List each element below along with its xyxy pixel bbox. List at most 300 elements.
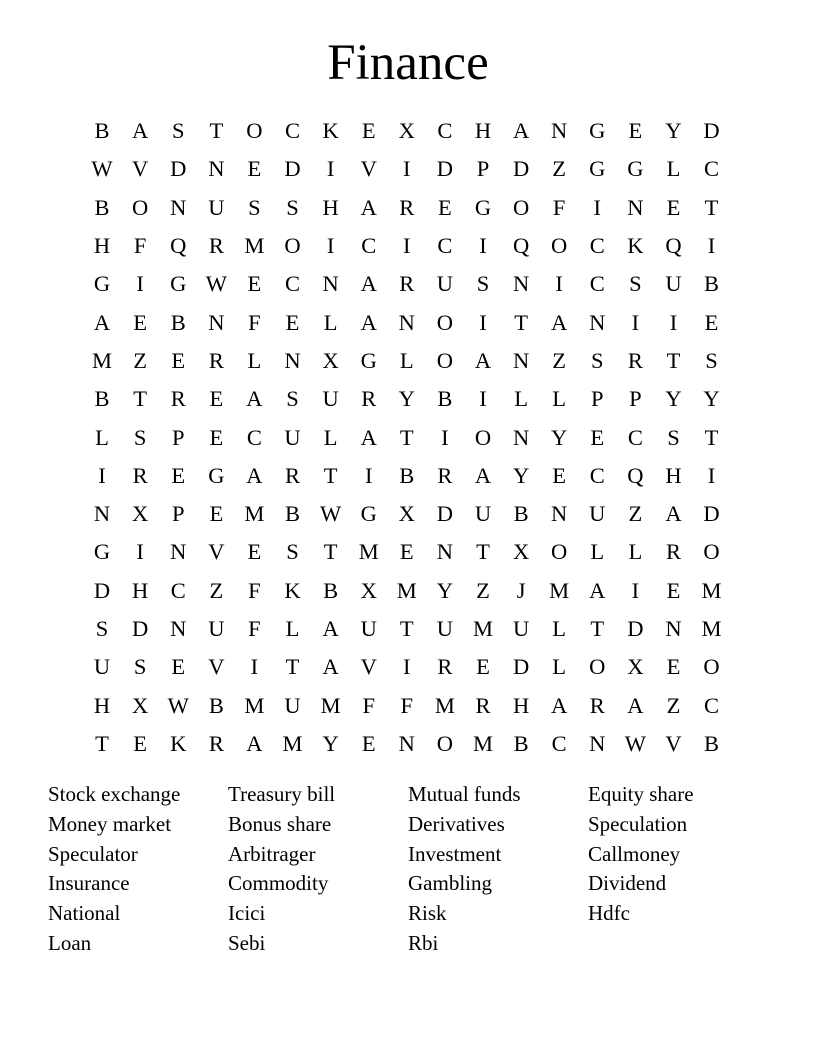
grid-letter: T	[590, 616, 605, 641]
grid-letter: W	[319, 501, 342, 527]
grid-letter: F	[552, 194, 566, 220]
grid-letter: M	[472, 616, 493, 641]
grid-letter: Q	[512, 233, 530, 259]
grid-letter: N	[589, 730, 606, 756]
grid-letter: P	[629, 386, 642, 412]
word-list-item: Derivatives	[408, 811, 505, 836]
grid-letter: R	[208, 730, 224, 756]
grid-letter: I	[136, 539, 144, 565]
grid-letter: N	[512, 271, 530, 297]
grid-letter: U	[284, 424, 301, 450]
grid-letter: M	[244, 501, 265, 527]
grid-letter: R	[627, 347, 643, 373]
grid-letter: I	[479, 386, 487, 412]
grid-letter: Y	[703, 386, 720, 412]
grid-letter: N	[208, 156, 225, 182]
grid-letter: A	[322, 654, 339, 680]
grid-letter: O	[474, 424, 492, 450]
grid-letter: S	[286, 194, 299, 220]
word-list-item: Risk	[408, 901, 447, 926]
grid-letter: R	[170, 386, 186, 412]
grid-letter: L	[323, 424, 338, 450]
grid-letter: G	[360, 347, 377, 373]
grid-letter: U	[436, 616, 454, 641]
grid-letter: B	[323, 577, 339, 603]
grid-letter: I	[631, 309, 640, 335]
word-list-item: Hdfc	[588, 901, 630, 926]
grid-letter: N	[436, 539, 454, 565]
grid-letter: D	[512, 156, 530, 182]
grid-letter: E	[133, 309, 148, 335]
grid-letter: S	[667, 424, 680, 450]
grid-letter: E	[590, 424, 605, 450]
grid-letter: E	[171, 654, 186, 680]
grid-letter: S	[591, 347, 604, 373]
word-list-item: Investment	[408, 841, 502, 866]
word-list-item: Speculator	[48, 841, 138, 866]
grid-letter: A	[360, 194, 377, 220]
grid-letter: E	[247, 539, 262, 565]
grid-letter: N	[93, 501, 111, 527]
grid-letter: I	[250, 654, 259, 680]
grid-letter: H	[474, 118, 492, 144]
grid-letter: Q	[665, 233, 682, 259]
grid-letter: M	[701, 616, 722, 641]
grid-letter: U	[589, 501, 606, 527]
grid-row	[83, 572, 731, 610]
word-list-item: Speculation	[588, 811, 688, 836]
grid-letter: U	[284, 692, 301, 718]
grid-letter: E	[247, 271, 262, 297]
grid-letter: P	[171, 501, 185, 527]
grid-letter: C	[551, 730, 567, 756]
word-list-item: Bonus share	[228, 811, 332, 836]
grid-letter: L	[552, 654, 567, 680]
grid-letter: E	[209, 424, 224, 450]
grid-letter: I	[136, 271, 144, 297]
grid-letter: N	[551, 501, 568, 527]
word-list-item: Loan	[48, 930, 92, 955]
grid-letter: E	[133, 730, 148, 756]
grid-letter: U	[474, 501, 492, 527]
grid-letter: N	[170, 539, 187, 565]
word-list-item: Mutual funds	[408, 782, 521, 806]
word-list-item: Stock exchange	[48, 782, 181, 806]
grid-letter: B	[399, 462, 415, 488]
grid-letter: X	[512, 539, 530, 565]
grid-letter: U	[360, 616, 377, 641]
grid-letter: Y	[398, 386, 415, 412]
grid-row	[83, 303, 731, 341]
grid-letter: I	[593, 194, 602, 220]
grid-letter: D	[436, 156, 454, 182]
grid-letter: H	[665, 462, 682, 488]
grid-letter: T	[323, 539, 338, 565]
grid-letter: X	[627, 654, 644, 680]
grid-letter: H	[512, 692, 530, 718]
grid-row	[83, 380, 731, 418]
grid-letter: A	[93, 309, 111, 335]
grid-letter: I	[326, 156, 335, 182]
grid-letter: S	[171, 118, 185, 144]
grid-letter: C	[246, 424, 262, 450]
grid-letter: U	[665, 271, 682, 297]
grid-row	[83, 686, 731, 724]
grid-letter: F	[133, 233, 147, 259]
grid-letter: M	[701, 577, 722, 603]
grid-letter: E	[666, 654, 681, 680]
grid-letter: G	[170, 271, 187, 297]
grid-letter: V	[360, 654, 377, 680]
grid-letter: A	[512, 118, 530, 144]
grid-letter: Z	[628, 501, 643, 527]
grid-letter: R	[475, 692, 491, 718]
grid-letter: E	[476, 654, 490, 680]
grid-letter: D	[284, 156, 301, 182]
grid-letter: H	[93, 692, 111, 718]
grid-letter: T	[704, 194, 719, 220]
word-search-grid	[83, 112, 731, 763]
grid-letter: I	[479, 309, 487, 335]
grid-letter: B	[513, 501, 529, 527]
grid-letter: X	[132, 501, 149, 527]
grid-letter: I	[479, 233, 487, 259]
grid-letter: L	[285, 616, 300, 641]
grid-letter: N	[551, 118, 568, 144]
word-list-item: Callmoney	[588, 841, 681, 866]
grid-letter: N	[665, 616, 682, 641]
word-list-item: Insurance	[48, 871, 130, 896]
grid-letter: R	[665, 539, 681, 565]
grid-letter: M	[549, 577, 570, 603]
grid-letter: R	[589, 692, 605, 718]
grid-row	[83, 342, 731, 380]
grid-letter: B	[208, 692, 224, 718]
grid-letter: N	[512, 347, 530, 373]
grid-letter: E	[209, 501, 224, 527]
grid-letter: O	[284, 233, 301, 259]
grid-row	[83, 495, 731, 533]
grid-letter: A	[360, 271, 377, 297]
grid-letter: E	[666, 194, 681, 220]
grid-letter: S	[476, 271, 490, 297]
grid-letter: H	[93, 233, 111, 259]
grid-letter: D	[627, 616, 644, 641]
grid-letter: C	[589, 462, 605, 488]
grid-letter: J	[516, 577, 526, 603]
grid-letter: Z	[209, 577, 224, 603]
grid-letter: K	[170, 730, 187, 756]
grid-letter: F	[248, 616, 261, 641]
grid-letter: R	[437, 654, 453, 680]
grid-letter: E	[361, 118, 376, 144]
grid-letter: S	[629, 271, 642, 297]
word-list	[48, 780, 768, 959]
grid-letter: C	[437, 233, 453, 259]
grid-letter: A	[246, 386, 263, 412]
grid-letter: N	[398, 309, 415, 335]
grid-letter: I	[403, 156, 411, 182]
grid-letter: Z	[552, 156, 567, 182]
grid-letter: A	[665, 501, 682, 527]
word-list-item: Commodity	[228, 871, 329, 896]
grid-letter: M	[396, 577, 417, 603]
word-list-item: Rbi	[408, 930, 439, 955]
grid-letter: U	[512, 616, 530, 641]
grid-letter: A	[322, 616, 339, 641]
page-title: Finance	[327, 35, 489, 91]
grid-letter: Q	[627, 462, 644, 488]
grid-letter: G	[474, 194, 492, 220]
grid-row	[83, 265, 731, 303]
grid-letter: S	[133, 654, 147, 680]
grid-letter: I	[707, 233, 716, 259]
grid-letter: R	[437, 462, 453, 488]
grid-letter: E	[285, 309, 300, 335]
grid-letter: U	[208, 616, 225, 641]
grid-letter: M	[472, 730, 493, 756]
grid-letter: F	[400, 692, 414, 718]
grid-letter: M	[434, 692, 455, 718]
grid-letter: K	[284, 577, 301, 603]
grid-letter: O	[551, 233, 568, 259]
grid-letter: O	[589, 654, 606, 680]
grid-letter: A	[589, 577, 606, 603]
grid-letter: E	[666, 577, 681, 603]
grid-letter: B	[94, 118, 110, 144]
grid-letter: Y	[665, 386, 682, 412]
grid-letter: L	[590, 539, 605, 565]
grid-letter: I	[555, 271, 563, 297]
grid-letter: C	[361, 233, 377, 259]
grid-letter: I	[707, 462, 716, 488]
grid-row	[83, 227, 731, 265]
grid-letter: O	[703, 654, 720, 680]
grid-letter: A	[551, 309, 568, 335]
grid-letter: I	[403, 233, 411, 259]
word-list-item: Dividend	[588, 871, 667, 896]
grid-letter: A	[246, 462, 263, 488]
grid-letter: N	[627, 194, 644, 220]
grid-letter: C	[437, 118, 453, 144]
grid-letter: P	[476, 156, 490, 182]
grid-letter: Z	[133, 347, 148, 373]
grid-letter: I	[669, 309, 678, 335]
grid-letter: W	[167, 692, 189, 718]
grid-letter: B	[704, 730, 720, 756]
grid-letter: T	[209, 118, 224, 144]
grid-letter: Y	[665, 118, 682, 144]
grid-letter: X	[398, 501, 415, 527]
grid-letter: S	[286, 539, 299, 565]
word-list-item: Gambling	[408, 871, 492, 896]
grid-letter: E	[171, 347, 186, 373]
grid-letter: T	[514, 309, 528, 335]
grid-letter: M	[92, 347, 113, 373]
grid-letter: S	[705, 347, 718, 373]
grid-row	[83, 112, 731, 150]
grid-letter: Q	[170, 233, 187, 259]
grid-letter: O	[246, 118, 263, 144]
grid-letter: G	[360, 501, 377, 527]
grid-letter: C	[285, 118, 301, 144]
grid-row	[83, 418, 731, 456]
grid-letter: O	[436, 347, 454, 373]
grid-letter: G	[93, 271, 111, 297]
grid-letter: V	[665, 730, 682, 756]
grid-row	[83, 725, 731, 763]
grid-row	[83, 533, 731, 571]
grid-letter: E	[552, 462, 567, 488]
grid-letter: M	[320, 692, 341, 718]
grid-letter: R	[208, 347, 224, 373]
word-list-item: Equity share	[588, 782, 694, 806]
grid-letter: D	[703, 118, 720, 144]
grid-letter: L	[514, 386, 528, 412]
grid-letter: N	[512, 424, 530, 450]
grid-row	[83, 189, 731, 227]
grid-letter: H	[132, 577, 149, 603]
grid-letter: K	[627, 233, 644, 259]
grid-letter: T	[399, 424, 414, 450]
grid-letter: E	[171, 462, 186, 488]
grid-letter: E	[628, 118, 643, 144]
grid-letter: R	[399, 194, 415, 220]
grid-letter: R	[132, 462, 148, 488]
grid-letter: G	[93, 539, 111, 565]
grid-letter: B	[285, 501, 301, 527]
grid-letter: L	[399, 347, 414, 373]
grid-letter: G	[589, 118, 606, 144]
grid-letter: Z	[476, 577, 490, 603]
grid-letter: E	[438, 194, 452, 220]
grid-letter: E	[704, 309, 719, 335]
grid-letter: V	[360, 156, 377, 182]
grid-letter: A	[360, 424, 377, 450]
grid-letter: B	[94, 194, 110, 220]
grid-letter: T	[704, 424, 719, 450]
grid-letter: D	[436, 501, 454, 527]
grid-letter: A	[360, 309, 377, 335]
grid-row	[83, 610, 731, 648]
grid-letter: N	[322, 271, 339, 297]
grid-letter: T	[285, 654, 300, 680]
grid-letter: K	[322, 118, 339, 144]
grid-letter: O	[436, 309, 454, 335]
grid-letter: Y	[322, 730, 339, 756]
grid-letter: R	[285, 462, 301, 488]
grid-letter: E	[361, 730, 376, 756]
grid-letter: I	[403, 654, 411, 680]
grid-letter: L	[628, 539, 643, 565]
grid-letter: S	[133, 424, 147, 450]
grid-letter: Z	[552, 347, 567, 373]
grid-row	[83, 457, 731, 495]
grid-letter: A	[132, 118, 149, 144]
grid-letter: M	[244, 233, 265, 259]
grid-letter: F	[248, 577, 261, 603]
grid-letter: T	[666, 347, 681, 373]
grid-letter: A	[474, 462, 492, 488]
grid-letter: X	[322, 347, 339, 373]
grid-letter: V	[132, 156, 149, 182]
grid-letter: A	[551, 692, 568, 718]
grid-letter: I	[326, 233, 335, 259]
grid-letter: B	[170, 309, 186, 335]
grid-letter: U	[93, 654, 111, 680]
grid-letter: B	[704, 271, 720, 297]
grid-letter: G	[627, 156, 644, 182]
grid-letter: L	[666, 156, 681, 182]
grid-letter: N	[170, 616, 187, 641]
grid-letter: L	[552, 616, 567, 641]
grid-letter: P	[591, 386, 604, 412]
grid-letter: C	[589, 271, 605, 297]
grid-letter: L	[95, 424, 109, 450]
word-list-item: Arbitrager	[228, 841, 316, 866]
grid-letter: T	[399, 616, 414, 641]
grid-letter: O	[551, 539, 568, 565]
grid-letter: W	[624, 730, 646, 756]
grid-letter: N	[284, 347, 301, 373]
grid-letter: I	[631, 577, 640, 603]
word-list-item: Icici	[228, 901, 266, 926]
grid-letter: D	[170, 156, 187, 182]
grid-letter: N	[398, 730, 415, 756]
grid-letter: I	[98, 462, 106, 488]
grid-letter: W	[205, 271, 227, 297]
grid-letter: G	[589, 156, 606, 182]
grid-letter: N	[170, 194, 187, 220]
grid-letter: N	[208, 309, 225, 335]
grid-letter: G	[208, 462, 225, 488]
grid-letter: V	[208, 654, 225, 680]
grid-letter: S	[248, 194, 261, 220]
grid-letter: I	[441, 424, 449, 450]
grid-letter: E	[209, 386, 224, 412]
grid-letter: X	[398, 118, 415, 144]
grid-letter: P	[171, 424, 185, 450]
grid-row	[83, 648, 731, 686]
grid-letter: R	[361, 386, 377, 412]
grid-letter: L	[552, 386, 567, 412]
grid-letter: V	[208, 539, 225, 565]
grid-letter: N	[589, 309, 606, 335]
grid-letter: Y	[512, 462, 530, 488]
grid-letter: B	[94, 386, 110, 412]
grid-letter: C	[704, 692, 720, 718]
grid-letter: C	[170, 577, 186, 603]
grid-letter: Y	[436, 577, 454, 603]
grid-letter: U	[208, 194, 225, 220]
grid-letter: D	[132, 616, 149, 641]
word-list-item: Money market	[48, 811, 172, 836]
grid-letter: B	[437, 386, 453, 412]
grid-letter: C	[627, 424, 643, 450]
grid-letter: B	[513, 730, 529, 756]
grid-letter: D	[512, 654, 530, 680]
grid-letter: T	[95, 730, 109, 756]
grid-letter: Z	[666, 692, 681, 718]
grid-letter: D	[93, 577, 111, 603]
grid-letter: M	[282, 730, 303, 756]
grid-letter: C	[589, 233, 605, 259]
grid-letter: A	[627, 692, 644, 718]
grid-letter: O	[512, 194, 530, 220]
grid-letter: T	[476, 539, 490, 565]
grid-letter: W	[91, 156, 113, 182]
grid-letter: C	[704, 156, 720, 182]
